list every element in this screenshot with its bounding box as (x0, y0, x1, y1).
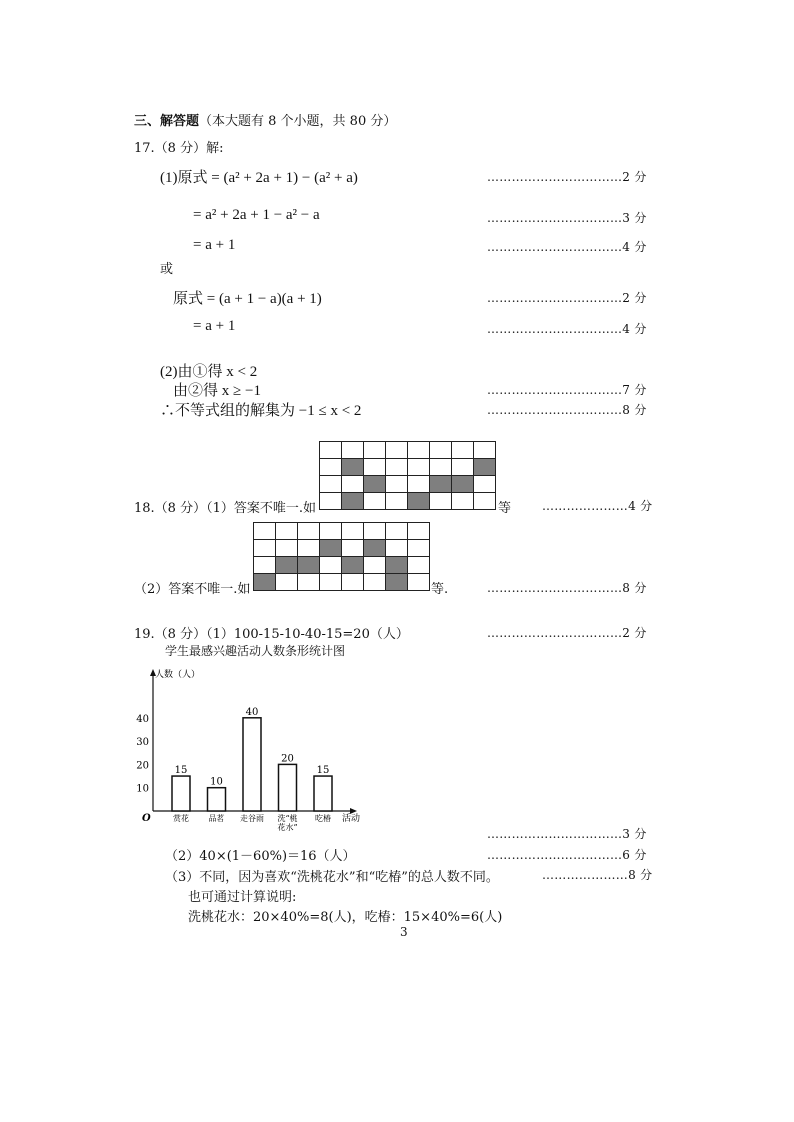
q17-line-8: ∴不等式组的解集为 −1 ≤ x < 2 (160, 403, 362, 419)
grid1-cell (408, 493, 430, 510)
grid2-cell (408, 523, 430, 540)
bar-value-label: 10 (210, 776, 223, 788)
bar-value-label: 40 (245, 706, 259, 718)
grid1-cell (474, 442, 496, 459)
grid2-cell (254, 523, 276, 540)
q19-chart-score: ……………………………3 分 (487, 827, 647, 841)
grid2-cell (320, 557, 342, 574)
grid2-cell (276, 574, 298, 591)
q18-grid-1 (319, 441, 497, 511)
q17-header: 17.（8 分）解: (134, 141, 224, 156)
bar (279, 764, 297, 811)
grid1-cell (320, 442, 342, 459)
bar (314, 776, 332, 811)
q17-line-4: 原式 = (a + 1 − a)(a + 1) (173, 291, 322, 307)
grid2-cell (276, 540, 298, 557)
grid1-cell (474, 476, 496, 493)
grid1-cell (452, 442, 474, 459)
grid2-cell (320, 540, 342, 557)
grid1-cell (386, 476, 408, 493)
grid2-cell (298, 557, 320, 574)
category-label: 品茗 (208, 814, 225, 823)
q19-header: 19.（8 分）（1）100-15-10-40-15=20（人） (134, 627, 409, 642)
grid1-cell (342, 476, 364, 493)
bar-value-label: 15 (316, 765, 330, 777)
origin-label: O (142, 813, 151, 824)
category-label: 赏花 (173, 814, 189, 823)
y-axis-label: 人数（人） (155, 670, 201, 680)
q17-line-7: 由②得 x ≥ −1 (173, 383, 261, 399)
q17-score-2: ……………………………3 分 (487, 211, 647, 225)
q17-line-3: = a + 1 (193, 237, 236, 253)
grid2-cell (254, 574, 276, 591)
grid2-cell (408, 557, 430, 574)
grid1-cell (364, 442, 386, 459)
grid1-cell (364, 459, 386, 476)
grid2-cell (320, 574, 342, 591)
q18-part1-suffix: 等 (498, 501, 512, 516)
grid1-cell (320, 493, 342, 510)
grid2-cell (298, 523, 320, 540)
grid2-cell (342, 574, 364, 591)
grid1-cell (320, 459, 342, 476)
grid1-cell (408, 476, 430, 493)
grid2-cell (408, 540, 430, 557)
section-note: （本大题有 8 个小题，共 80 分） (199, 114, 397, 129)
q19-part2: （2）40×(1－60%)＝16（人） (165, 849, 356, 864)
grid2-cell (254, 557, 276, 574)
grid1-cell (342, 493, 364, 510)
grid1-cell (386, 493, 408, 510)
category-label-cont: 花水” (277, 823, 298, 832)
grid2-cell (342, 540, 364, 557)
q17-line-5: = a + 1 (193, 318, 236, 334)
section-title: 三、解答题 (134, 114, 200, 129)
y-tick-label: 10 (136, 783, 149, 795)
q17-score-7: ……………………………7 分 (487, 383, 647, 397)
q19-part2-score: ……………………………6 分 (487, 848, 647, 862)
q19-part3-calc: 洗桃花水：20×40%=8(人)，吃椿：15×40%=6(人) (188, 910, 503, 925)
bar (172, 776, 190, 811)
grid1-cell (408, 442, 430, 459)
grid2-cell (386, 574, 408, 591)
q17-line-or: 或 (160, 262, 174, 277)
grid1-cell (452, 493, 474, 510)
grid1-cell (364, 476, 386, 493)
grid2-cell (386, 523, 408, 540)
grid1-cell (386, 459, 408, 476)
category-label: 走谷雨 (240, 814, 264, 823)
grid2-cell (364, 523, 386, 540)
section-heading (134, 110, 396, 129)
grid2-cell (342, 557, 364, 574)
grid1-cell (430, 493, 452, 510)
bar (243, 718, 261, 811)
bar (208, 788, 226, 811)
grid1-cell (342, 442, 364, 459)
q17-line-1: (1)原式 = (a² + 2a + 1) − (a² + a) (160, 170, 358, 186)
grid1-cell (474, 493, 496, 510)
q18-part2-label: （2）答案不唯一.如 (134, 582, 251, 597)
grid1-cell (430, 442, 452, 459)
bar-value-label: 15 (174, 765, 188, 777)
grid1-cell (364, 493, 386, 510)
q18-part1-label: 18.（8 分）（1）答案不唯一.如 (134, 501, 316, 516)
q19-part3-note: 也可通过计算说明: (188, 890, 297, 905)
grid2-cell (386, 557, 408, 574)
grid1-cell (386, 442, 408, 459)
grid2-cell (364, 574, 386, 591)
grid1-cell (474, 459, 496, 476)
grid1-cell (430, 476, 452, 493)
q18-part1-score: …………………4 分 (542, 499, 653, 513)
q18-part2-suffix: 等. (431, 582, 449, 597)
bar-chart (130, 660, 370, 835)
bar-value-label: 20 (281, 753, 294, 765)
grid2-cell (254, 540, 276, 557)
grid2-cell (342, 523, 364, 540)
y-tick-label: 20 (136, 760, 149, 772)
grid2-cell (386, 540, 408, 557)
grid2-cell (364, 540, 386, 557)
q19-part3-score: …………………8 分 (542, 868, 653, 882)
grid1-cell (452, 459, 474, 476)
q19-header-score: ……………………………2 分 (487, 626, 647, 640)
grid2-cell (364, 557, 386, 574)
q17-score-8: ……………………………8 分 (487, 403, 647, 417)
q18-part2-score: ……………………………8 分 (487, 581, 647, 595)
q17-line-6: (2)由①得 x < 2 (160, 364, 258, 380)
grid2-cell (298, 574, 320, 591)
grid1-cell (430, 459, 452, 476)
grid1-cell (452, 476, 474, 493)
q19-part3: （3）不同，因为喜欢“洗桃花水”和“吃椿”的总人数不同。 (165, 870, 499, 885)
grid1-cell (408, 459, 430, 476)
q17-score-1: ……………………………2 分 (487, 170, 647, 184)
grid1-cell (342, 459, 364, 476)
grid2-cell (320, 523, 342, 540)
x-axis-label: 活动 (342, 814, 361, 824)
q17-score-4: ……………………………2 分 (487, 291, 647, 305)
category-label: 吃椿 (315, 814, 331, 823)
category-label: 洗“桃 (277, 814, 298, 823)
grid2-cell (276, 523, 298, 540)
y-tick-label: 30 (136, 737, 149, 749)
y-tick-label: 40 (136, 713, 149, 725)
q17-score-3: ……………………………4 分 (487, 240, 647, 254)
q17-line-2: = a² + 2a + 1 − a² − a (193, 207, 320, 223)
chart-title: 学生最感兴趣活动人数条形统计图 (165, 644, 346, 658)
q17-score-5: ……………………………4 分 (487, 322, 647, 336)
grid2-cell (276, 557, 298, 574)
grid1-cell (320, 476, 342, 493)
page-number: 3 (400, 925, 408, 939)
grid2-cell (408, 574, 430, 591)
grid2-cell (298, 540, 320, 557)
q18-grid-2 (253, 522, 431, 592)
